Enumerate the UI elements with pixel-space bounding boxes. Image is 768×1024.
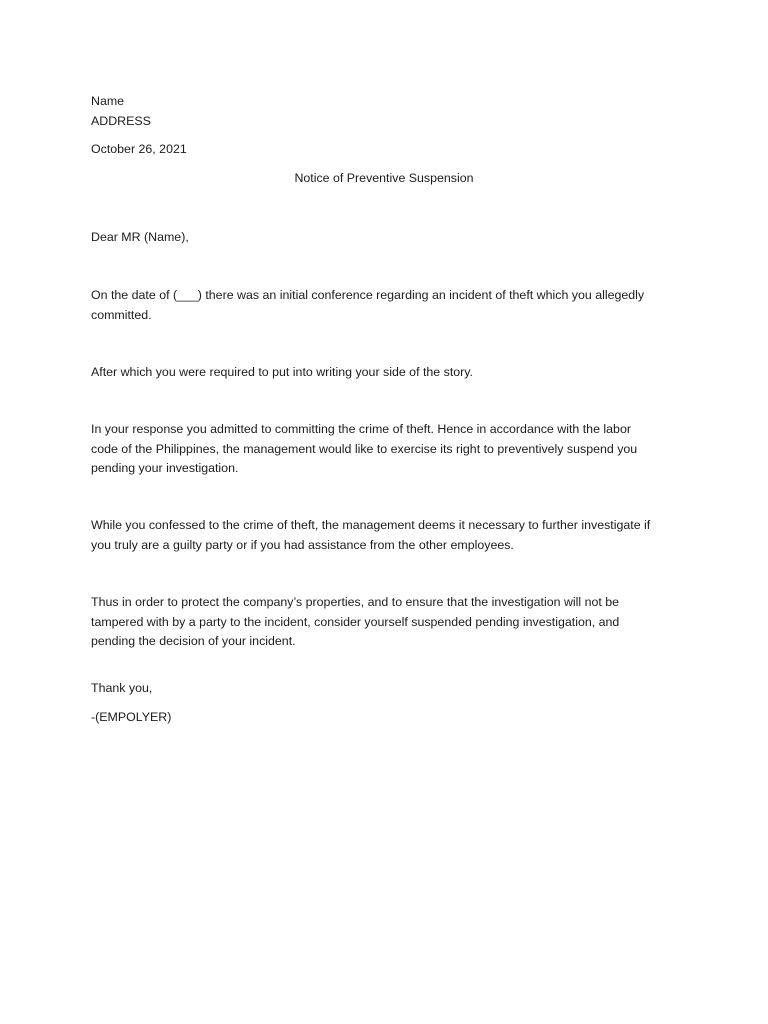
letter-title: Notice of Preventive Suspension	[294, 171, 474, 185]
sender-name: Name	[91, 94, 125, 108]
paragraph-3: In your response you admitted to committing the crime of theft. Hence in accordance with the labor code of the Philippines, the management would like to exercise its right to preventively suspend you pending your investigation.	[91, 422, 638, 475]
sender-block	[91, 92, 681, 131]
letter-date: October 26, 2021	[91, 142, 187, 156]
signature: -(EMPOLYER)	[91, 710, 172, 724]
paragraph-2: After which you were required to put into writing your side of the story.	[91, 365, 473, 379]
sender-address: ADDRESS	[91, 113, 151, 128]
paragraph-5: Thus in order to protect the company’s properties, and to ensure that the investigation will not be tampered with by a party to the incident, consider yourself suspended pending investigation, and pending the decision of your incident.	[91, 595, 620, 648]
paragraph-1: On the date of (___) there was an initial conference regarding an incident of theft which you allegedly committed.	[91, 288, 645, 322]
closing: Thank you,	[91, 681, 153, 695]
paragraph-4: While you confessed to the crime of theft, the management deems it necessary to further investigate if you truly are a guilty party or if you had assistance from the other employees.	[91, 518, 651, 552]
salutation: Dear MR (Name),	[91, 230, 189, 244]
